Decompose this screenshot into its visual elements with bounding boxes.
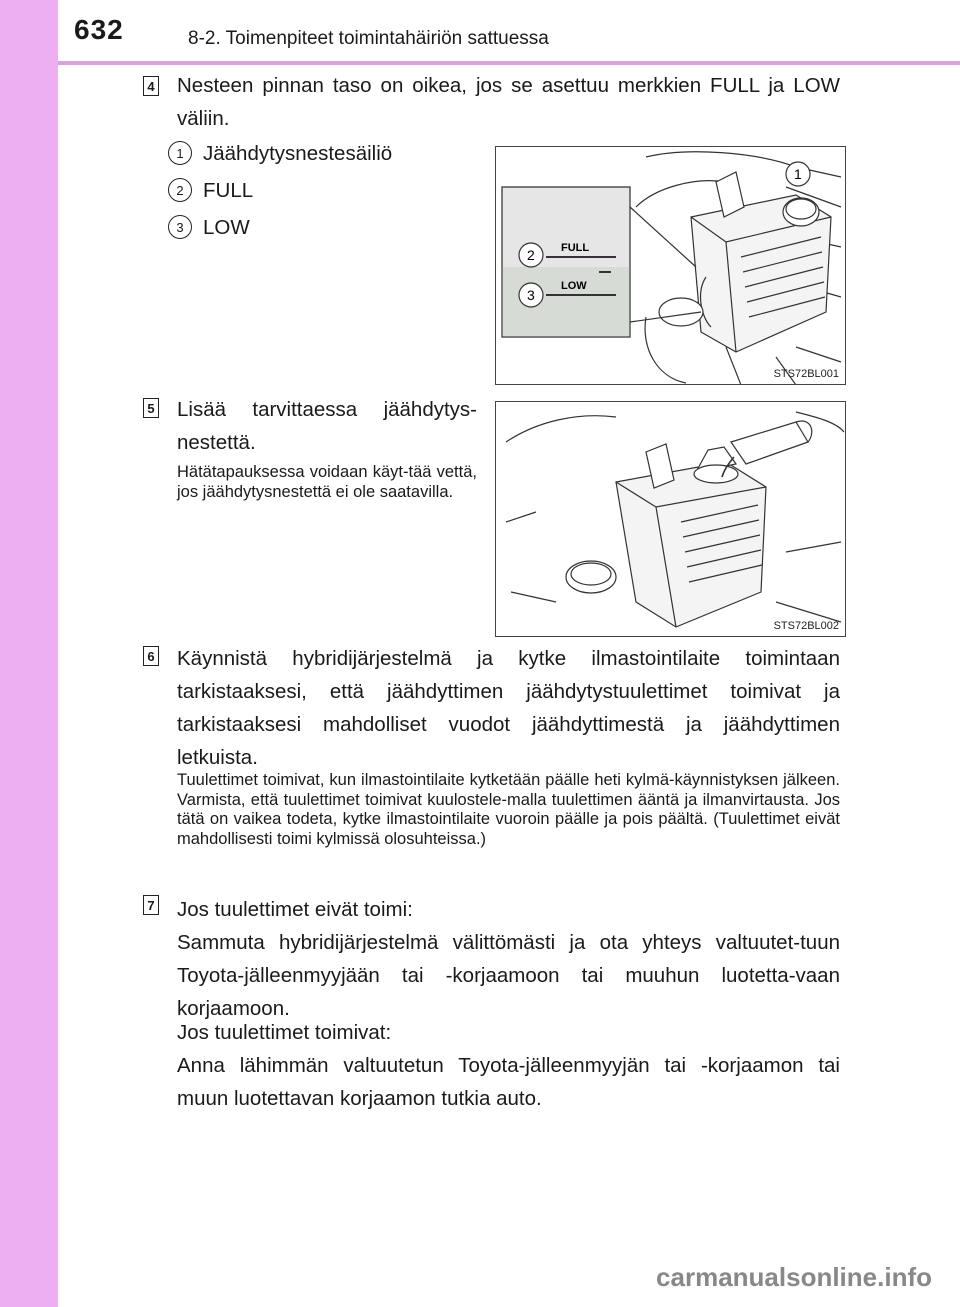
refill-illustration [496, 402, 846, 637]
callout-2: 2 [527, 247, 535, 263]
legend-2-label: FULL [203, 179, 254, 202]
step-6-badge: 6 [143, 646, 159, 666]
step-7-line1: Jos tuulettimet eivät toimi: [177, 898, 413, 921]
side-tab-bar [0, 0, 58, 1307]
callout-1: 1 [794, 166, 802, 182]
step-4-text: Nesteen pinnan taso on oikea, jos se asettuu merkkien FULL ja LOW väliin. [177, 74, 840, 130]
footer-watermark[interactable]: carmanualsonline.info [656, 1262, 932, 1292]
step-5-badge: 5 [143, 398, 159, 418]
step-7-badge: 7 [143, 895, 159, 915]
coolant-reservoir-figure [495, 146, 846, 385]
legend-1-label: Jäähdytysnestesäiliö [203, 142, 393, 165]
step-6-note: Tuulettimet toimivat, kun ilmastointilaite kytketään päälle heti kylmä-käynnistyksen jälkeen. Varmista, että tuulettimet toimivat kuulostele-malla tuulettimen ääntä ja ilmanvirtausta. Jos tätä on vaikea todeta, kytke ilmastointilaite vuoroin päälle ja pois päältä. (Tuulettimet eivät mahdollisesti toimi kylmissä olosuhteissa.) [177, 771, 840, 848]
page-header [0, 0, 960, 58]
figure-2-code: STS72BL002 [773, 620, 839, 632]
step-7-text2: Anna lähimmän valtuutetun Toyota-jälleenmyyjän tai -korjaamon tai muun luotettavan korjaamon tutkia auto. [177, 1054, 840, 1110]
figure-1-code: STS72BL001 [773, 368, 839, 380]
legend-3-marker: 3 [168, 215, 192, 239]
low-mark-label: LOW [561, 280, 587, 292]
callout-3: 3 [527, 287, 535, 303]
step-5-text: Lisää tarvittaessa jäähdytys-nestettä. [177, 398, 477, 454]
step-7-text1: Sammuta hybridijärjestelmä välittömästi ja ota yhteys valtuutet-tuun Toyota-jälleenmyyjään tai -korjaamoon tai muuhun luotetta-vaan korjaamoon. [177, 931, 840, 1020]
step-6-text: Käynnistä hybridijärjestelmä ja kytke ilmastointilaite toimintaan tarkistaaksesi, että jäähdyttimen jäähdytystuulettimet toimivat ja tarkistaaksesi mahdolliset vuodot jäähdyttimestä ja jäähdyttimen letkuista. [177, 647, 840, 769]
step-7-line2: Jos tuulettimet toimivat: [177, 1021, 392, 1044]
legend-2-marker: 2 [168, 178, 192, 202]
header-side-tab [0, 0, 58, 58]
legend-1-marker: 1 [168, 141, 192, 165]
page-number: 632 [74, 14, 124, 45]
step-5-note: Hätätapauksessa voidaan käyt-tää vettä, jos jäähdytysnestettä ei ole saatavilla. [177, 463, 477, 501]
legend-3-label: LOW [203, 216, 250, 239]
full-mark-label: FULL [561, 242, 590, 254]
section-title: 8-2. Toimenpiteet toimintahäiriön sattuessa [188, 28, 549, 49]
header-rule [58, 61, 960, 65]
step-4-badge: 4 [143, 76, 159, 96]
reservoir-illustration [496, 147, 846, 385]
coolant-refill-figure [495, 401, 846, 637]
